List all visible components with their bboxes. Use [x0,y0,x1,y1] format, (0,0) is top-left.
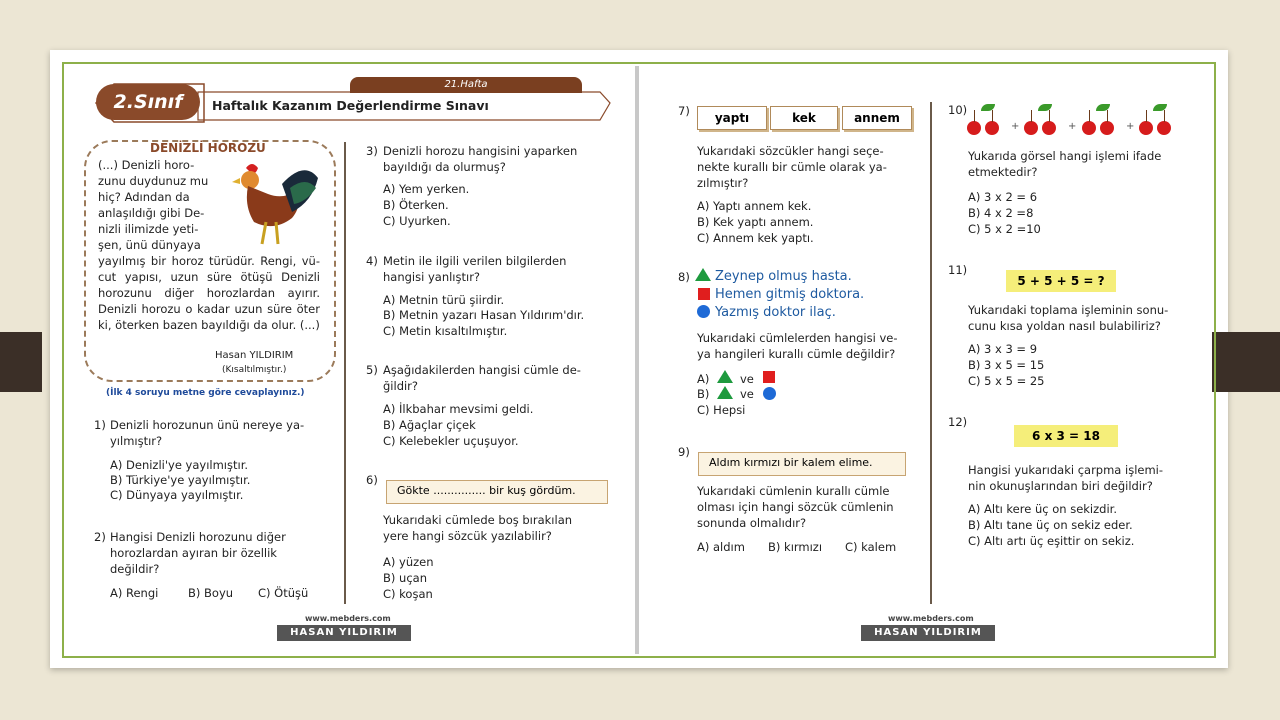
q3-stem-line2: bayıldığı da olurmuş? [383,160,506,174]
cherry-icon [1082,121,1096,135]
q11-number: 11) [948,263,968,277]
story-body: yayılmış bir horoz türüdür. Rengi, vü- cut yapısı, uzun süre ötüşü Denizli horozunu diğer horozlardan ayırır. Denizli horozu o kadar uzun süre öter ki, öterken bazen bayıldığı da olur. (...) [98,254,320,332]
q11-option-b[interactable]: B) 3 x 5 = 15 [968,358,1045,372]
circle-icon [763,387,776,400]
instruction-text: (İlk 4 soruyu metne göre cevaplayınız.) [106,388,305,398]
q12-option-a[interactable]: A) Altı kere üç on sekizdir. [968,502,1117,516]
cherry-stem [1146,110,1147,122]
square-icon [698,288,710,300]
story-title: DENİZLİ HOROZU [150,141,266,155]
cherry-icon [985,121,999,135]
triangle-icon [695,268,711,281]
q4-option-c[interactable]: C) Metin kısaltılmıştır. [383,324,508,338]
q1-option-b[interactable]: B) Türkiye'ye yayılmıştır. [110,473,251,487]
q7-stem-line2: nekte kurallı bir cümle olarak ya- [697,160,887,174]
q1-stem-line1: Denizli horozunun ünü nereye ya- [110,418,305,432]
q2-stem-line1: Hangisi Denizli horozunu diğer [110,530,286,544]
q11-option-a[interactable]: A) 3 x 3 = 9 [968,342,1038,356]
q9-option-a[interactable]: A) aldım [697,540,745,554]
plus-sign: + [1068,121,1077,132]
q8-option-c[interactable]: C) Hepsi [697,403,746,417]
story-line-1: (...) Denizli horo- [98,158,195,172]
q5-stem-line2: ğildir? [383,379,419,393]
q8-option-a-and: ve [740,372,754,386]
q8-stem-line1: Yukarıdaki cümlelerden hangisi ve- [697,331,898,345]
cherry-icon [967,121,981,135]
q10-stem-line1: Yukarıda görsel hangi işlemi ifade [968,149,1162,163]
q9-option-b[interactable]: B) kırmızı [768,540,823,554]
q3-stem-line1: Denizli horozu hangisini yaparken [383,144,578,158]
q2-option-b[interactable]: B) Boyu [188,586,234,600]
q9-stem-line2: olması için hangi sözcük cümlenin [697,500,894,514]
q2-number: 2) [94,530,106,544]
q7-number: 7) [678,104,690,118]
triangle-icon [717,386,733,399]
cherry-stem [974,110,975,122]
q10-option-c[interactable]: C) 5 x 2 =10 [968,222,1041,236]
q4-stem-line2: hangisi yanlıştır? [383,270,481,284]
cherry-stem [1164,110,1165,122]
q7-word-box-2: kek [770,106,838,130]
q8-option-b[interactable]: B) [697,387,710,401]
q6-sentence-box: Gökte ............... bir kuş gördüm. [386,480,608,504]
q11-stem-line1: Yukarıdaki toplama işleminin sonu- [968,303,1169,317]
q7-stem-line1: Yukarıdaki sözcükler hangi seçe- [697,144,884,158]
story-author: Hasan YILDIRIM [215,350,294,361]
q4-number: 4) [366,254,378,268]
right-edge-tab [1212,332,1280,392]
q2-option-a[interactable]: A) Rengi [110,586,159,600]
q4-option-b[interactable]: B) Metnin yazarı Hasan Yıldırım'dır. [383,308,585,322]
square-icon [763,371,775,383]
page-divider [635,66,639,654]
q7-word-box-1: yaptı [697,106,767,130]
right-column-separator [930,102,932,604]
q5-option-b[interactable]: B) Ağaçlar çiçek [383,418,476,432]
cherry-icon [1100,121,1114,135]
story-line-6: şen, ünü dünyaya [98,238,201,252]
rooster-image [226,158,322,250]
q1-option-c[interactable]: C) Dünyaya yayılmıştır. [110,488,244,502]
q10-option-a[interactable]: A) 3 x 2 = 6 [968,190,1038,204]
q8-sentence-1: Zeynep olmuş hasta. [715,269,852,284]
left-column-separator [344,142,346,604]
q12-option-b[interactable]: B) Altı tane üç on sekiz eder. [968,518,1133,532]
q8-sentence-3: Yazmış doktor ilaç. [715,305,836,320]
q2-stem-line3: değildir? [110,562,160,576]
cherry-icon [1157,121,1171,135]
footer-brand-right: HASAN YILDIRIM [861,625,995,641]
q11-option-c[interactable]: C) 5 x 5 = 25 [968,374,1045,388]
footer-site-left[interactable]: www.mebders.com [305,614,391,623]
q3-option-a[interactable]: A) Yem yerken. [383,182,470,196]
cherry-icon [1042,121,1056,135]
q6-option-b[interactable]: B) uçan [383,571,427,585]
q8-option-a[interactable]: A) [697,372,710,386]
story-note: (Kısaltılmıştır.) [222,365,287,375]
story-line-4: anlaşıldığı gibi De- [98,206,205,220]
q7-word-box-3: annem [842,106,912,130]
q7-stem-line3: zılmıştır? [697,176,749,190]
q9-stem-line3: sonunda olmalıdır? [697,516,807,530]
footer-site-right[interactable]: www.mebders.com [888,614,974,623]
q6-option-c[interactable]: C) koşan [383,587,433,601]
q12-option-c[interactable]: C) Altı artı üç eşittir on sekiz. [968,534,1135,548]
q11-expression-box: 5 + 5 + 5 = ? [1006,270,1116,292]
q1-stem-line2: yılmıştır? [110,434,163,448]
q11-stem-line2: cunu kısa yoldan nasıl bulabiliriz? [968,319,1161,333]
cherry-stem [1107,110,1108,122]
plus-sign: + [1011,121,1020,132]
story-line-3: hiç? Adından da [98,190,190,204]
q5-option-c[interactable]: C) Kelebekler uçuşuyor. [383,434,519,448]
q2-stem-line2: horozlardan ayıran bir özellik [110,546,277,560]
q10-stem-line2: etmektedir? [968,165,1038,179]
plus-sign: + [1126,121,1135,132]
cherry-stem [1089,110,1090,122]
q3-option-c[interactable]: C) Uyurken. [383,214,451,228]
q7-option-a[interactable]: A) Yaptı annem kek. [697,199,812,213]
q8-stem-line2: ya hangileri kurallı cümle değildir? [697,347,896,361]
q12-stem-line1: Hangisi yukarıdaki çarpma işlemi- [968,463,1164,477]
cherry-icon [1024,121,1038,135]
q4-option-a[interactable]: A) Metnin türü şiirdir. [383,293,505,307]
q6-option-a[interactable]: A) yüzen [383,555,434,569]
q5-stem-line1: Aşağıdakilerden hangisi cümle de- [383,363,581,377]
footer-brand-left: HASAN YILDIRIM [277,625,411,641]
q2-option-c[interactable]: C) Ötüşü [258,586,309,600]
q7-option-b[interactable]: B) Kek yaptı annem. [697,215,814,229]
q12-number: 12) [948,415,968,429]
triangle-icon [717,370,733,383]
q6-stem-line1: Yukarıdaki cümlede boş bırakılan [383,513,573,527]
cherry-stem [992,110,993,122]
cherry-stem [1031,110,1032,122]
q9-stem-line1: Yukarıdaki cümlenin kurallı cümle [697,484,890,498]
q1-number: 1) [94,418,106,432]
q7-option-c[interactable]: C) Annem kek yaptı. [697,231,814,245]
q1-option-a[interactable]: A) Denizli'ye yayılmıştır. [110,458,249,472]
week-label: 21.Hafta [350,77,582,93]
q9-option-c[interactable]: C) kalem [845,540,897,554]
q8-sentence-2: Hemen gitmiş doktora. [715,287,865,302]
q3-option-b[interactable]: B) Öterken. [383,198,449,212]
q12-stem-line2: nin okunuşlarından biri değildir? [968,479,1153,493]
q9-sentence-box: Aldım kırmızı bir kalem elime. [698,452,906,476]
story-line-5: nizli ilimizde yeti- [98,222,199,236]
q6-number: 6) [366,473,378,487]
q8-number: 8) [678,270,690,284]
q6-stem-line2: yere hangi sözcük yazılabilir? [383,529,552,543]
q10-option-b[interactable]: B) 4 x 2 =8 [968,206,1034,220]
q10-number: 10) [948,103,968,117]
q4-stem-line1: Metin ile ilgili verilen bilgilerden [383,254,567,268]
q9-number: 9) [678,445,690,459]
exam-title: Haftalık Kazanım Değerlendirme Sınavı [212,98,489,113]
cherry-stem [1049,110,1050,122]
q5-number: 5) [366,363,378,377]
circle-icon [697,305,710,318]
grade-badge: 2.Sınıf [96,84,200,120]
left-edge-tab [0,332,42,392]
story-line-2: zunu duydunuz mu [98,174,209,188]
q3-number: 3) [366,144,378,158]
q8-option-b-and: ve [740,387,754,401]
q12-expression-box: 6 x 3 = 18 [1014,425,1118,447]
cherry-icon [1139,121,1153,135]
q5-option-a[interactable]: A) İlkbahar mevsimi geldi. [383,402,534,416]
